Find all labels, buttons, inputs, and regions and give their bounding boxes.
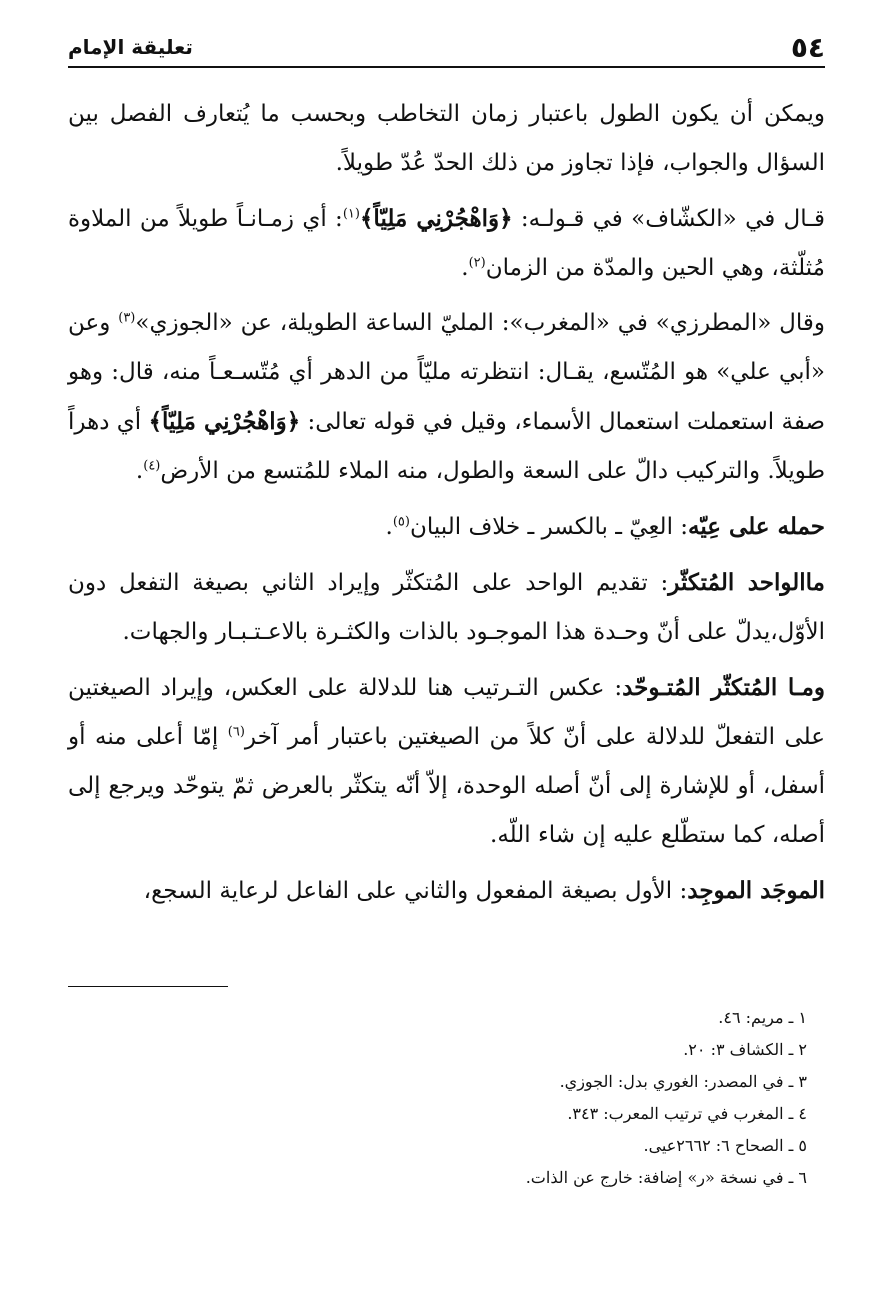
page-header — [68, 28, 825, 68]
running-title: تعليقة الإمام — [68, 35, 193, 59]
paragraph-5 — [68, 558, 825, 657]
footnote-6: ٦ ـ في نسخة «ر» إضافة: خارج عن الذات. — [525, 1168, 807, 1187]
paragraph-6 — [68, 663, 825, 860]
paragraph-text: إمّا أعلى منه أو أسفل، أو للإشارة إلى أنّ أصله الوحدة، إلاّ أنّه يتكثّر بالعرض ثمّ يتوحّد ويرجع إلى أصله، كما ستطّلع عليه إن شاء اللّه. — [68, 724, 825, 848]
paragraph-text: : الأول بصيغة المفعول والثاني على الفاعل لرعاية السجع، — [143, 878, 688, 904]
footnote-ref: (٤) — [143, 458, 161, 474]
paragraph-text: أي دهراً طويلاً. والتركيب دالّ على السعة والطول، منه الملاء للمُتسع من الأرض — [68, 409, 825, 484]
paragraph-text: وقال «المطرزي» في «المغرب»: المليّ الساعة الطويلة، عن «الجوزي» — [135, 310, 825, 336]
quran-quote: ﴿وَاهْجُرْنِي مَلِيّاً﴾ — [359, 205, 513, 232]
page-number: ٥٤ — [790, 30, 825, 64]
lemma-heading: الموجَد الموجِد — [687, 877, 825, 904]
paragraph-text: . — [461, 255, 469, 281]
footnote-2: ٢ ـ الكشاف ٣: ٢٠. — [683, 1040, 807, 1059]
footnote-ref: (٢) — [468, 255, 486, 271]
paragraph-3 — [68, 299, 825, 496]
footnotes — [125, 1002, 825, 1194]
paragraph-text: : عكس التـرتيب هنا للدلالة على العكس، وإيراد الصيغتين على التفعلّ للدلالة على أنّ كلاً من الصيغتين باعتبار أمر آخر — [68, 675, 825, 750]
paragraph-text: : أي زمـانـاً طويلاً من الملاوة مُثلّثة، وهي الحين والمدّة من الزمان — [68, 206, 825, 281]
paragraph-text: . — [135, 458, 144, 484]
footnote-ref: (٦) — [227, 724, 245, 740]
paragraph-1 — [68, 90, 825, 188]
footnote-5: ٥ ـ الصحاح ٦: ٢٦٦٢عيى. — [643, 1136, 807, 1155]
paragraph-text: : تقديم الواحد على المُتكثّر وإيراد الثاني بصيغة التفعل دون الأوّل،يدلّ على أنّ وحـدة هذا الموجـود بالذات والكثـرة بالاعـتـبـار والجهات. — [68, 570, 825, 645]
footnote-1: ١ ـ مريم: ٤٦. — [718, 1008, 807, 1027]
footnote-divider — [68, 986, 228, 987]
paragraph-7 — [68, 866, 825, 916]
lemma-heading: ومـا المُتكثّر المُتـوحّد — [622, 674, 825, 701]
paragraph-text: ويمكن أن يكون الطول باعتبار زمان التخاطب وبحسب ما يُتعارف الفصل بين السؤال والجواب، فإذا تجاوز من ذلك الحدّ عُدّ طويلاً. — [68, 101, 825, 176]
paragraph-2 — [68, 194, 825, 293]
paragraph-text: : العِيّ ـ بالكسر ـ خلاف البيان — [409, 514, 689, 540]
paragraph-text: وعن «أبي علي» هو المُتّسع، يقـال: انتظرته مليّاً من الدهر أي مُتّسـعـاً منه، قال: وهو صفة استعملت استعمال الأسماء، وقيل في قوله تعالى: — [68, 310, 826, 435]
footnote-4: ٤ ـ المغرب في ترتيب المعرب: ٣٤٣. — [567, 1104, 807, 1123]
footnote-ref: (١) — [342, 206, 360, 222]
quran-quote: ﴿وَاهْجُرْنِي مَلِيّاً﴾ — [148, 408, 301, 435]
paragraph-text: قـال في «الكشّاف» في قـولـه: — [512, 206, 826, 232]
footnote-ref: (٥) — [392, 514, 410, 530]
main-text — [68, 90, 825, 916]
page — [68, 28, 825, 922]
lemma-heading: ماالواحد المُتكثّر — [668, 569, 825, 596]
paragraph-4 — [68, 502, 825, 552]
footnote-3: ٣ ـ في المصدر: الغوري بدل: الجوزي. — [559, 1072, 807, 1091]
lemma-heading: حمله على عِيّه — [688, 513, 825, 540]
paragraph-text: . — [385, 514, 393, 540]
footnote-ref: (٣) — [118, 310, 136, 326]
